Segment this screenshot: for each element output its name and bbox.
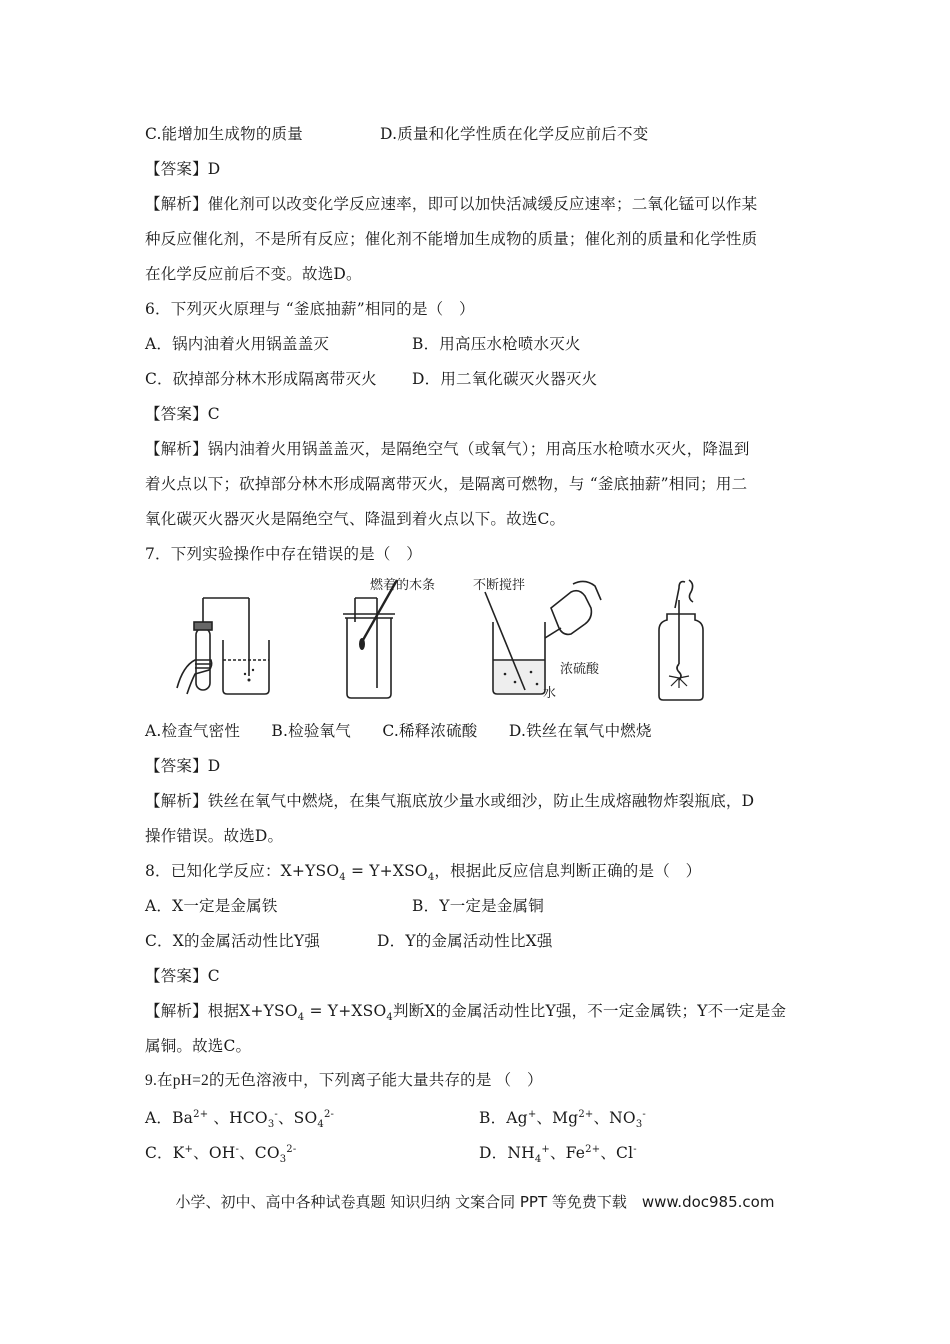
q7-stem: 7．下列实验操作中存在错误的是（ ）: [145, 545, 422, 563]
q6-option-d: D．用二氧化碳灭火器灭火: [412, 370, 598, 388]
figure-b-testing-oxygen: [325, 578, 420, 703]
q8-option-d: D．Y的金属活动性比X强: [377, 932, 553, 950]
figure-a-airtightness-check: [165, 578, 285, 703]
q6-analysis-line-3: 氧化碳灭火器灭火是隔绝空气、降温到着火点以下。故选C。: [145, 510, 566, 528]
figure-c-label-acid: 浓硫酸: [560, 662, 600, 677]
q7-answer: 【答案】D: [145, 757, 221, 775]
q7-figures: [165, 578, 725, 708]
q6-option-c: C．砍掉部分林木形成隔离带灭火: [145, 370, 377, 388]
q5-analysis-line-1: 【解析】催化剂可以改变化学反应速率，即可以加快活减缓反应速率；二氧化锰可以作某: [145, 195, 758, 213]
figure-c-diluting-acid: [475, 578, 605, 703]
q9-option-d: D．$NH_4^+$、$Fe^{2+}$、Cl-: [479, 1143, 637, 1166]
q9-option-a: A．$Ba^{2+}$ 、$HCO_3^-$、$SO_4^{2-}$: [145, 1108, 335, 1131]
q9-stem: 9.在pH=2的无色溶液中，下列离子能大量共存的是 （ ）: [145, 1072, 543, 1089]
q6-option-a: A．锅内油着火用锅盖盖灭: [145, 335, 330, 353]
q8-stem: 8．已知化学反应：$X+YSO_4 = Y+XSO_4$，根据此反应信息判断正确的是（ ）: [145, 862, 702, 884]
page-footer: 小学、初中、高中各种试卷真题 知识归纳 文案合同 PPT 等免费下载 www.doc985.com: [175, 1193, 775, 1211]
figure-c-label-stir: 不断搅拌: [473, 578, 526, 593]
figure-c-label-water: 水: [543, 686, 557, 701]
q5-option-d: D.质量和化学性质在化学反应前后不变: [380, 125, 649, 143]
q6-option-b: B．用高压水枪喷水灭火: [412, 335, 581, 353]
q6-analysis-line-1: 【解析】锅内油着火用锅盖盖灭，是隔绝空气（或氧气）；用高压水枪喷水灭火，降温到: [145, 440, 750, 458]
q9-option-b: B．Ag+、$Mg^{2+}$、$NO_3^-$: [479, 1108, 646, 1131]
q8-option-a: A．X一定是金属铁: [145, 897, 278, 915]
q7-options: A.检查气密性 B.检验氧气 C.稀释浓硫酸 D.铁丝在氧气中燃烧: [145, 722, 652, 740]
q8-answer: 【答案】C: [145, 967, 220, 985]
q9-option-c: C．K+、OH-、$CO_3^{2-}$: [145, 1143, 297, 1166]
q8-option-b: B．Y一定是金属铜: [412, 897, 544, 915]
q6-analysis-line-2: 着火点以下；砍掉部分林木形成隔离带灭火，是隔离可燃物，与 “釜底抽薪”相同；用二: [145, 475, 748, 493]
figure-d-iron-burning: [645, 578, 725, 703]
q6-stem: 6．下列灭火原理与 “釜底抽薪”相同的是（ ）: [145, 300, 475, 318]
q5-option-c: C.能增加生成物的质量: [145, 125, 303, 143]
figure-b-label: 燃着的木条: [370, 578, 436, 593]
q5-analysis-line-3: 在化学反应前后不变。故选D。: [145, 265, 362, 283]
q8-analysis-line-2: 属铜。故选C。: [145, 1037, 252, 1055]
q8-option-c: C．X的金属活动性比Y强: [145, 932, 321, 950]
q7-analysis-line-2: 操作错误。故选D。: [145, 827, 284, 845]
q8-analysis-line-1: 【解析】根据$X+YSO_4 = Y+XSO_4$判断X的金属活动性比Y强，不一定金属铁；Y不一定是金: [145, 1002, 787, 1024]
q5-analysis-line-2: 种反应催化剂，不是所有反应；催化剂不能增加生成物的质量；催化剂的质量和化学性质: [145, 230, 758, 248]
q5-answer: 【答案】D: [145, 160, 221, 178]
q6-answer: 【答案】C: [145, 405, 220, 423]
q7-analysis-line-1: 【解析】铁丝在氧气中燃烧，在集气瓶底放少量水或细沙，防止生成熔融物炸裂瓶底，D: [145, 792, 755, 810]
